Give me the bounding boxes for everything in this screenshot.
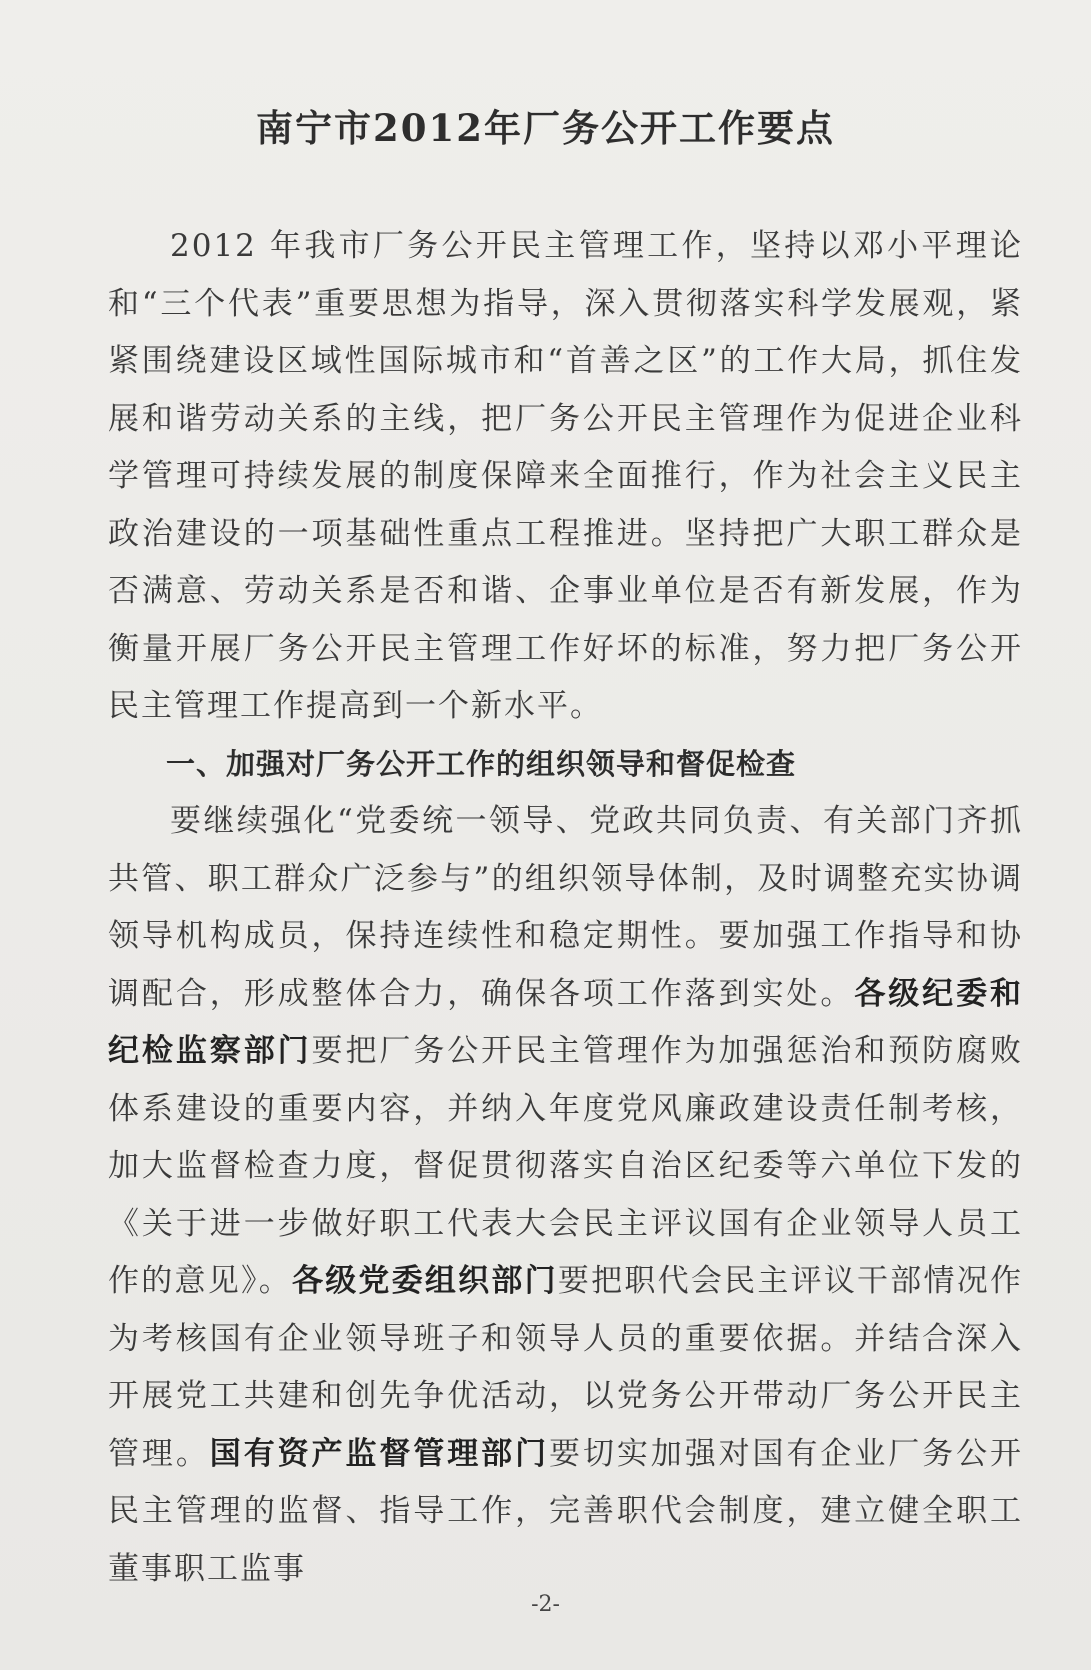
page-number: -2- [531,1592,560,1617]
paragraph-text: 要继续强化“党委统一领导、党政共同负责、有关部门齐抓共管、职工群众广泛参与”的组织领导体制，及时调整充实协调领导机构成员，保持连续性和稳定期性。要加强工作指导和协调配合，形成整体合力，确保各项工作落到实处。 [108,803,1023,1012]
document-body [108,218,1023,1598]
paragraph-text: 要把职代会民主评议干部情况作为考核国有企业领导班子和领导人员的重要依据。并结合深入开展党工共建和创先争优活动，以党务公开带动厂务公开民主管理。 [108,1263,1024,1472]
paragraph-text: 要把厂务公开民主管理作为加强惩治和预防腐败体系建设的重要内容，并纳入年度党风廉政建设责任制考核，加大监督检查力度，督促贯彻落实自治区纪委等六单位下发的《关于进一步做好职工代表大会民主评议国有企业领导人员工作的意见》。 [108,1033,1024,1299]
paragraph-text: 要切实加强对国有企业厂务公开民主管理的监督、指导工作，完善职代会制度，建立健全职工董事职工监事 [108,1435,1024,1587]
intro-paragraph: 2012 年我市厂务公开民主管理工作，坚持以邓小平理论和“三个代表”重要思想为指导，深入贯彻落实科学发展观，紧紧围绕建设区域性国际城市和“首善之区”的工作大局，抓住发展和谐劳动关系的主线，把厂务公开民主管理作为促进企业科学管理可持续发展的制度保障来全面推行，作为社会主义民主政治建设的一项基础性重点工程推进。坚持把广大职工群众是否满意、劳动关系是否和谐、企事业单位是否有新发展，作为衡量开展厂务公开民主管理工作好坏的标准，努力把厂务公开民主管理工作提高到一个新水平。 [108,228,1023,724]
emphasis-text: 国有资产监督管理部门 [209,1435,550,1472]
section-heading: 一、加强对厂务公开工作的组织领导和督促检查 [166,746,797,781]
emphasis-text: 各级党委组织部门 [291,1263,558,1299]
emphasis-text: 各级纪委和纪检监察部门 [108,975,1024,1069]
section-paragraph [108,793,1023,1598]
document-title: 南宁市2012年厂务公开工作要点 [256,106,835,150]
